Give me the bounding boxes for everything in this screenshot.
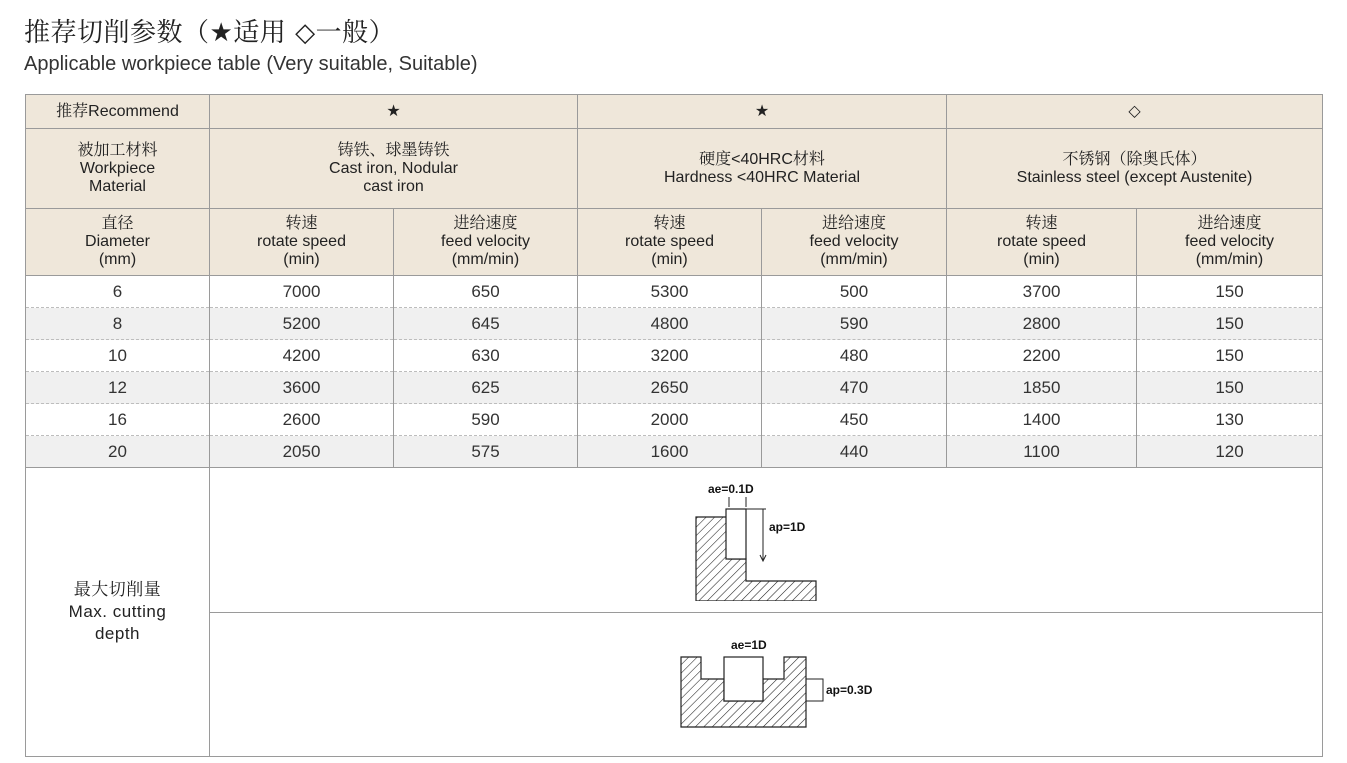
- material-hardness-en: Hardness <40HRC Material: [663, 168, 861, 186]
- feed-cell: 480: [762, 340, 947, 372]
- material-label-en-1: Workpiece: [79, 159, 156, 177]
- speed-cell: 2000: [578, 404, 762, 436]
- feed-cell: 630: [394, 340, 578, 372]
- speed-cell: 3700: [947, 276, 1137, 308]
- feed-cell: 645: [394, 308, 578, 340]
- speed-header-unit: (min): [1023, 251, 1060, 268]
- speed-cell: 2600: [210, 404, 394, 436]
- material-label: [26, 129, 210, 209]
- table-row: [26, 340, 1323, 372]
- speed-cell: 3600: [210, 372, 394, 404]
- recommend-label: 推荐Recommend: [26, 95, 210, 129]
- speed-header: [578, 209, 762, 276]
- speed-cell: 7000: [210, 276, 394, 308]
- feed-cell: 450: [762, 404, 947, 436]
- diagram-row-slot-milling: [26, 613, 1323, 757]
- speed-cell: 5200: [210, 308, 394, 340]
- speed-header-en: rotate speed: [625, 233, 714, 250]
- diameter-cell: 6: [26, 276, 210, 308]
- diameter-cell: 10: [26, 340, 210, 372]
- feed-cell: 470: [762, 372, 947, 404]
- max-depth-label: [26, 468, 210, 757]
- speed-cell: 3200: [578, 340, 762, 372]
- material-stainless: [947, 129, 1323, 209]
- cutter-shape-1: [726, 509, 746, 559]
- side-milling-diagram-cell: [210, 468, 1323, 613]
- feed-cell: 590: [394, 404, 578, 436]
- feed-cell: 650: [394, 276, 578, 308]
- speed-cell: 2200: [947, 340, 1137, 372]
- feed-cell: 130: [1137, 404, 1323, 436]
- speed-cell: 5300: [578, 276, 762, 308]
- table-row: [26, 436, 1323, 468]
- speed-header-en: rotate speed: [257, 233, 346, 250]
- feed-header-cn: 进给速度: [1197, 215, 1262, 232]
- feed-header-cn: 进给速度: [453, 215, 518, 232]
- ap-bracket: [806, 679, 823, 701]
- diameter-cell: 20: [26, 436, 210, 468]
- speed-header-cn: 转速: [285, 215, 318, 232]
- feed-header: [394, 209, 578, 276]
- material-stainless-en: Stainless steel (except Austenite): [1016, 168, 1253, 186]
- feed-cell: 575: [394, 436, 578, 468]
- material-hardness: [578, 129, 947, 209]
- diameter-cell: 12: [26, 372, 210, 404]
- feed-header-unit: (mm/min): [1195, 251, 1264, 268]
- ap-label-2: ap=0.3D: [826, 682, 873, 697]
- material-cast-iron-cn: 铸铁、球墨铸铁: [337, 141, 450, 159]
- feed-header-cn: 进给速度: [821, 215, 886, 232]
- speed-cell: 1850: [947, 372, 1137, 404]
- diameter-header-cn: 直径: [101, 215, 134, 232]
- ap-label-1: ap=1D: [769, 520, 806, 534]
- max-depth-label-cn: 最大切削量: [73, 580, 162, 599]
- table-row: [26, 372, 1323, 404]
- material-label-en-2: Material: [89, 177, 146, 195]
- feed-cell: 150: [1137, 308, 1323, 340]
- side-milling-diagram: [676, 479, 856, 601]
- diameter-cell: 16: [26, 404, 210, 436]
- feed-cell: 150: [1137, 276, 1323, 308]
- feed-cell: 590: [762, 308, 947, 340]
- speed-cell: 2800: [947, 308, 1137, 340]
- speed-cell: 4200: [210, 340, 394, 372]
- max-depth-label-en-2: depth: [94, 624, 141, 643]
- recommend-mark-hardness: ★: [578, 95, 947, 129]
- slot-milling-diagram-cell: [210, 613, 1323, 757]
- feed-cell: 625: [394, 372, 578, 404]
- feed-cell: 440: [762, 436, 947, 468]
- material-row: [26, 129, 1323, 209]
- diameter-header-unit: (mm): [98, 251, 137, 268]
- feed-cell: 150: [1137, 340, 1323, 372]
- speed-header-unit: (min): [651, 251, 688, 268]
- speed-cell: 4800: [578, 308, 762, 340]
- slot-milling-diagram: [651, 635, 881, 735]
- feed-header-en: feed velocity: [809, 233, 899, 250]
- page-title-en: Applicable workpiece table (Very suitable, Suitable): [24, 53, 478, 75]
- feed-header-en: feed velocity: [441, 233, 530, 250]
- recommend-mark-cast-iron: ★: [210, 95, 578, 129]
- ae-label-1: ae=0.1D: [708, 482, 754, 496]
- speed-header-cn: 转速: [653, 215, 686, 232]
- speed-header-cn: 转速: [1025, 215, 1058, 232]
- cutter-shape-2: [724, 657, 763, 701]
- ae-label-2: ae=1D: [731, 637, 767, 652]
- max-depth-label-en-1: Max. cutting: [68, 602, 167, 621]
- feed-cell: 120: [1137, 436, 1323, 468]
- page-title-cn: 推荐切削参数（★适用 ◇一般）: [24, 18, 396, 48]
- cutting-parameter-table: [25, 94, 1323, 757]
- speed-cell: 1400: [947, 404, 1137, 436]
- recommend-mark-stainless: ◇: [947, 95, 1323, 129]
- diagram-row-side-milling: [26, 468, 1323, 613]
- material-hardness-cn: 硬度<40HRC材料: [699, 150, 825, 168]
- speed-header: [210, 209, 394, 276]
- feed-header-en: feed velocity: [1185, 233, 1274, 250]
- feed-cell: 150: [1137, 372, 1323, 404]
- speed-cell: 2050: [210, 436, 394, 468]
- material-label-cn: 被加工材料: [77, 141, 158, 159]
- diameter-header: [26, 209, 210, 276]
- table-row: [26, 308, 1323, 340]
- feed-header-unit: (mm/min): [820, 251, 888, 268]
- recommend-row: [26, 95, 1323, 129]
- speed-header: [947, 209, 1137, 276]
- material-stainless-cn: 不锈钢（除奥氏体）: [1062, 150, 1207, 168]
- feed-header: [762, 209, 947, 276]
- material-cast-iron-en-1: Cast iron, Nodular: [329, 159, 458, 177]
- feed-header: [1137, 209, 1323, 276]
- speed-header-unit: (min): [283, 251, 320, 268]
- diameter-header-en: Diameter: [85, 233, 150, 250]
- table-row: [26, 404, 1323, 436]
- feed-cell: 500: [762, 276, 947, 308]
- parameter-header-row: [26, 209, 1323, 276]
- feed-header-unit: (mm/min): [451, 251, 520, 268]
- speed-cell: 1100: [947, 436, 1137, 468]
- speed-cell: 1600: [578, 436, 762, 468]
- table-row: [26, 276, 1323, 308]
- diameter-cell: 8: [26, 308, 210, 340]
- material-cast-iron: [210, 129, 578, 209]
- speed-cell: 2650: [578, 372, 762, 404]
- material-cast-iron-en-2: cast iron: [363, 177, 424, 195]
- speed-header-en: rotate speed: [997, 233, 1086, 250]
